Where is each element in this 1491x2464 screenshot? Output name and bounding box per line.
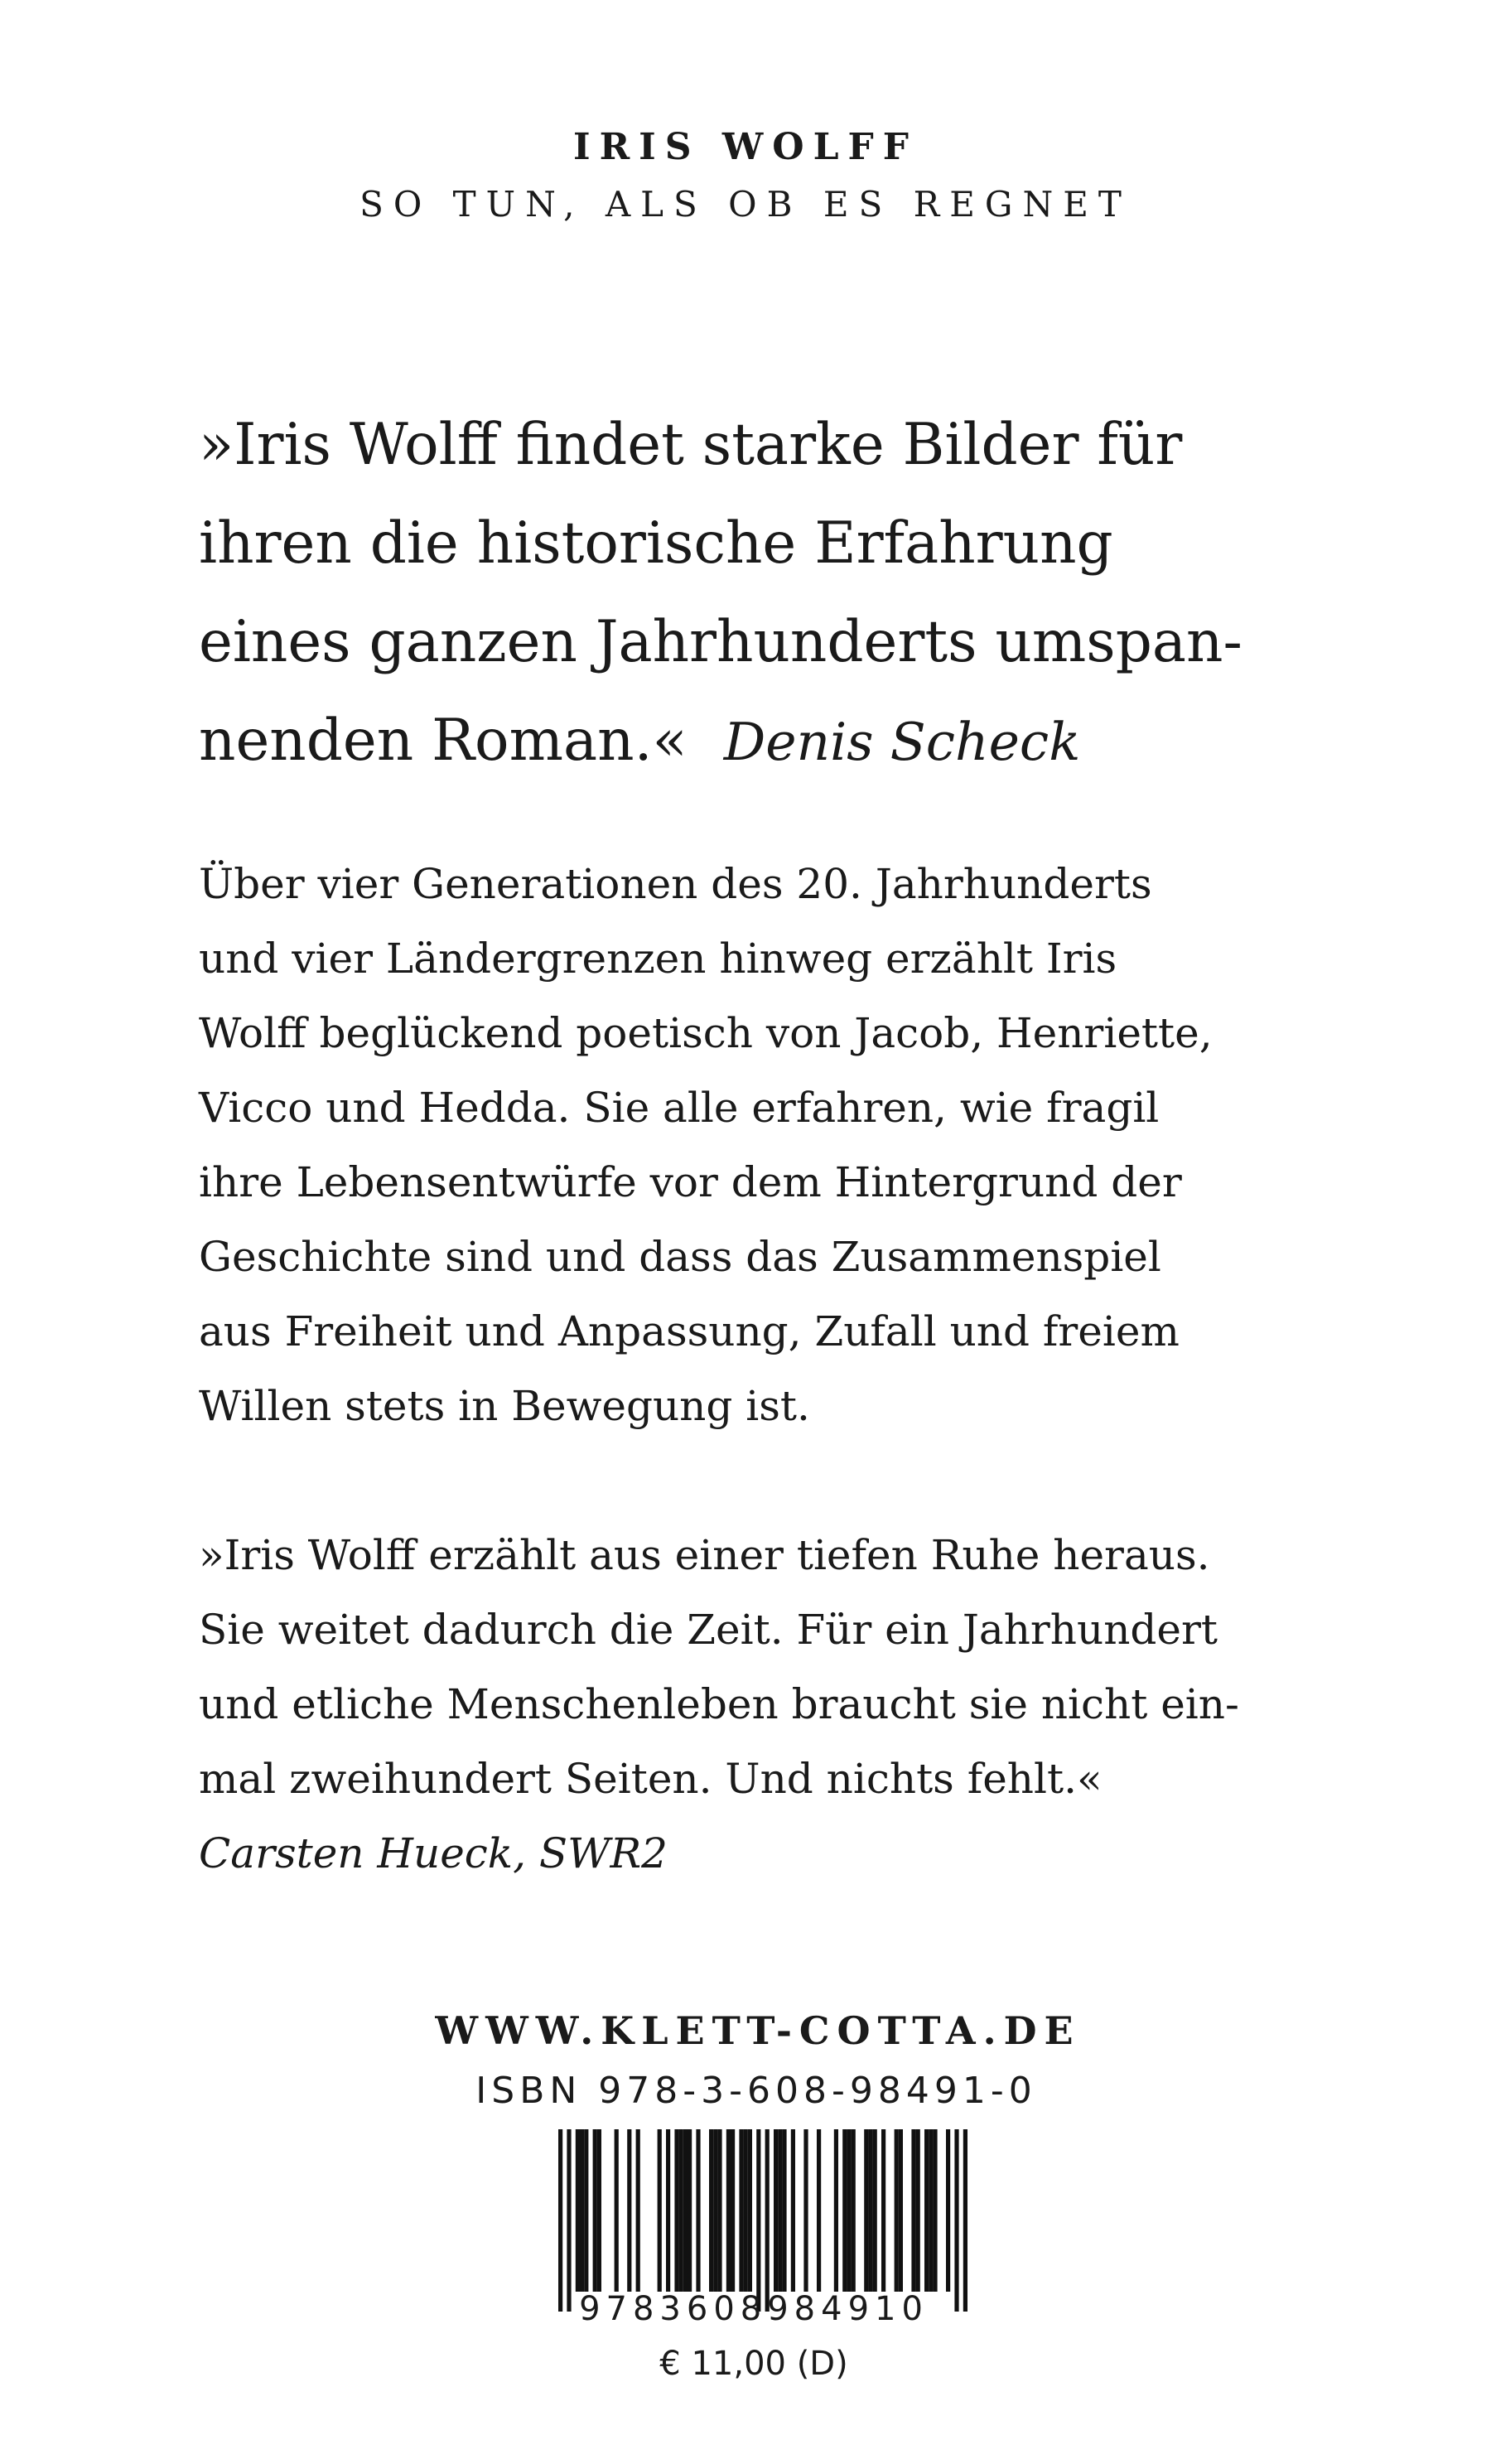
barcode-bar [597, 2129, 601, 2292]
barcode-bar [778, 2129, 782, 2292]
review-quote-line: und etliche Menschenleben braucht sie nicht ein- [199, 1680, 1239, 1728]
barcode-bar [933, 2129, 937, 2292]
review-quote-line: mal zweihundert Seiten. Und nichts fehlt.« [199, 1755, 1103, 1803]
review-quote-line: »Iris Wolff erzählt aus einer tiefen Ruhe heraus. [199, 1531, 1210, 1579]
barcode-bar [817, 2129, 821, 2292]
featured-quote-line: »Iris Wolff findet starke Bilder für [199, 412, 1183, 478]
barcode-bar [739, 2129, 743, 2292]
barcode-bar [765, 2129, 770, 2312]
barcode-bar [946, 2129, 950, 2292]
barcode-bar [881, 2129, 885, 2292]
description-line: Geschichte sind und dass das Zusammenspiel [199, 1233, 1161, 1281]
barcode-bar [580, 2129, 584, 2292]
barcode-bar [584, 2129, 588, 2292]
review-quote [199, 1518, 1358, 1891]
barcode-bar [567, 2129, 571, 2312]
barcode-bar [864, 2129, 868, 2292]
barcode-bar [895, 2129, 899, 2292]
barcode-bar [916, 2129, 920, 2292]
barcode-bar [731, 2129, 735, 2292]
barcode-bar [834, 2129, 838, 2292]
review-quote-attribution: Carsten Hueck, SWR2 [199, 1829, 668, 1877]
barcode-bar [852, 2129, 856, 2292]
featured-quote-line: ihren die historische Erfahrung [199, 510, 1113, 577]
featured-quote-attribution: Denis Scheck [723, 712, 1081, 772]
book-description [199, 847, 1358, 1443]
barcode-bar [774, 2129, 778, 2292]
barcode-bar [558, 2129, 562, 2312]
barcode-bar [636, 2129, 640, 2292]
barcode-bar [744, 2129, 748, 2292]
publisher-website: WWW.KLETT-COTTA.DE [435, 2008, 1081, 2053]
author-name: IRIS WOLFF [573, 126, 918, 168]
barcode-bar [791, 2129, 795, 2292]
barcode-bar [782, 2129, 786, 2292]
isbn-number: ISBN 978-3-608-98491-0 [475, 2070, 1037, 2112]
barcode-bar [847, 2129, 851, 2292]
barcode-bar [658, 2129, 662, 2292]
barcode-bar [803, 2129, 808, 2292]
featured-quote [199, 396, 1342, 791]
barcode-bar [696, 2129, 700, 2292]
description-line: aus Freiheit und Anpassung, Zufall und freiem [199, 1307, 1180, 1355]
barcode-bar [748, 2129, 752, 2292]
barcode-bar [899, 2129, 903, 2292]
barcode-bar [842, 2129, 847, 2292]
barcode-bar [709, 2129, 713, 2292]
featured-quote-line: eines ganzen Jahrhunderts umspan- [199, 609, 1242, 675]
barcode-bar [717, 2129, 721, 2292]
review-quote-line: Sie weitet dadurch die Zeit. Für ein Jahrhundert [199, 1606, 1218, 1654]
barcode-digits: 9783608984910 [579, 2290, 929, 2328]
featured-quote-line: nenden Roman.« [199, 708, 688, 774]
barcode-bar [683, 2129, 688, 2292]
barcode-bar [929, 2129, 933, 2292]
barcode-bar [679, 2129, 683, 2292]
barcode-bar [911, 2129, 915, 2292]
barcode-bar [868, 2129, 872, 2292]
barcode-bar [726, 2129, 731, 2292]
description-line: Über vier Generationen des 20. Jahrhunderts [199, 860, 1152, 908]
description-line: ihre Lebensentwürfe vor dem Hintergrund der [199, 1158, 1182, 1206]
barcode-bar [963, 2129, 967, 2312]
barcode-bar [713, 2129, 717, 2292]
barcode-bar [954, 2129, 958, 2312]
book-title: SO TUN, ALS OB ES REGNET [359, 184, 1132, 225]
barcode-bar [688, 2129, 692, 2292]
barcode-bar [873, 2129, 877, 2292]
barcode-bar [576, 2129, 580, 2292]
barcode-bar [593, 2129, 597, 2292]
description-line: Willen stets in Bewegung ist. [199, 1382, 810, 1430]
barcode-bar [674, 2129, 678, 2292]
description-line: Wolff beglückend poetisch von Jacob, Henriette, [199, 1009, 1213, 1057]
barcode-bar [627, 2129, 631, 2292]
barcode-bar [615, 2129, 619, 2292]
barcode-bar [666, 2129, 670, 2292]
description-line: Vicco und Hedda. Sie alle erfahren, wie fragil [199, 1084, 1160, 1132]
price-label: € 11,00 (D) [659, 2345, 848, 2383]
barcode-bar [924, 2129, 929, 2292]
barcode-bar [756, 2129, 760, 2312]
description-line: und vier Ländergrenzen hinweg erzählt Iris [199, 935, 1117, 983]
